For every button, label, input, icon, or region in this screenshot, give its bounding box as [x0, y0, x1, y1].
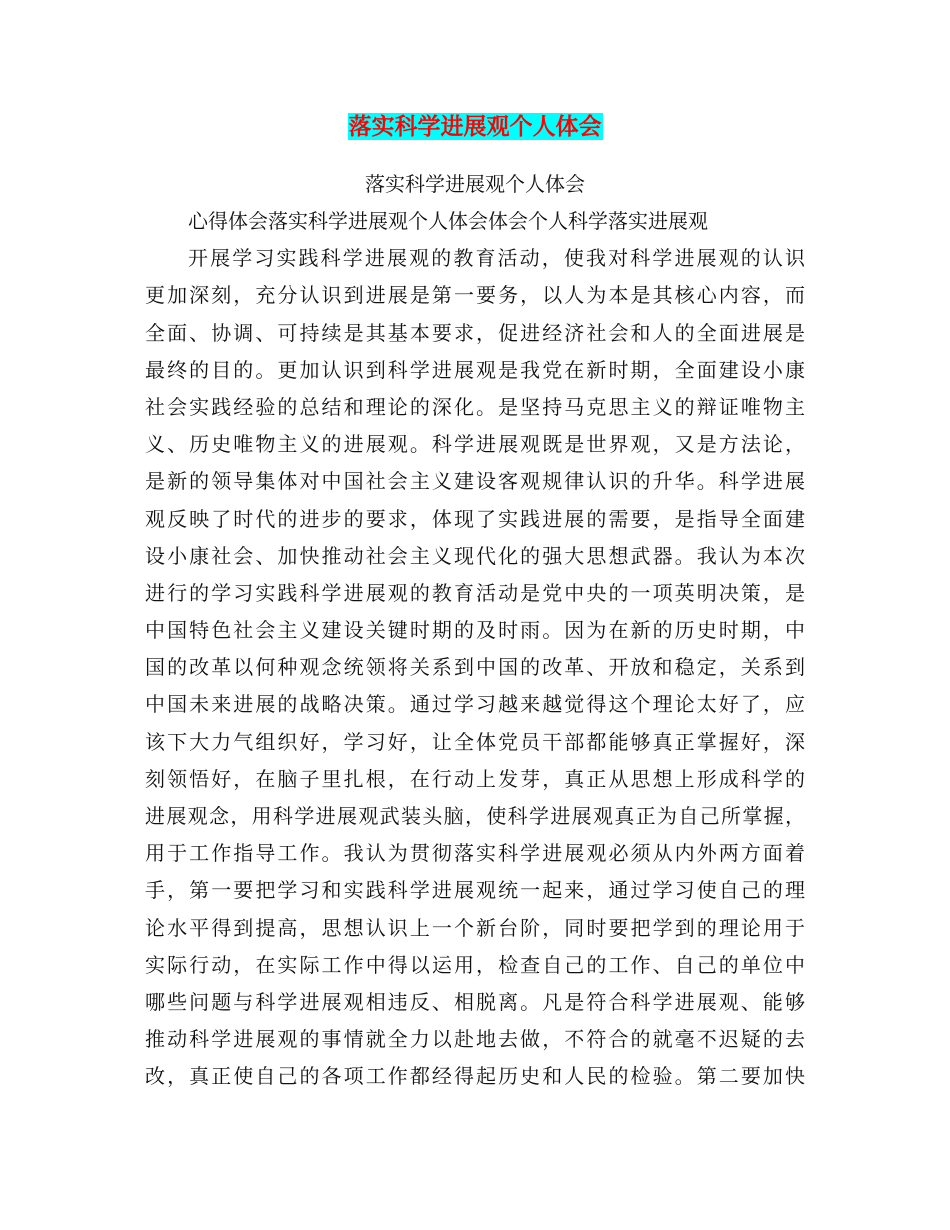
body-line: 中国未来进展的战略决策。通过学习越来越觉得这个理论太好了，应: [145, 692, 805, 717]
body-line: 手，第一要把学习和实践科学进展观统一起来，通过学习使自己的理: [145, 878, 805, 903]
highlighted-title-text: 落实科学进展观个人体会: [348, 113, 602, 140]
body-line: 开展学习实践科学进展观的教育活动，使我对科学进展观的认识: [188, 246, 805, 271]
body-line: 更加深刻，充分认识到进展是第一要务，以人为本是其核心内容，而: [145, 283, 805, 308]
body-line: 实际行动，在实际工作中得以运用，检查自己的工作、自己的单位中: [145, 952, 805, 977]
document-title: [0, 112, 950, 145]
body-line: 哪些问题与科学进展观相违反、相脱离。凡是符合科学进展观、能够: [145, 989, 805, 1014]
body-line: 设小康社会、加快推动社会主义现代化的强大思想武器。我认为本次: [145, 543, 805, 568]
body-line: 观反映了时代的进步的要求，体现了实践进展的需要，是指导全面建: [145, 506, 805, 531]
body-line: 社会实践经验的总结和理论的深化。是坚持马克思主义的辩证唯物主: [145, 394, 805, 419]
body-line: 刻领悟好，在脑子里扎根，在行动上发芽，真正从思想上形成科学的: [145, 766, 805, 791]
body-line: 用于工作指导工作。我认为贯彻落实科学进展观必须从内外两方面着: [145, 841, 805, 866]
body-line: 最终的目的。更加认识到科学进展观是我党在新时期，全面建设小康: [145, 357, 805, 382]
body-line: 进行的学习实践科学进展观的教育活动是党中央的一项英明决策，是: [145, 580, 805, 605]
document-subtitle: 落实科学进展观个人体会: [365, 172, 585, 196]
body-line: 改，真正使自己的各项工作都经得起历史和人民的检验。第二要加快: [145, 1064, 805, 1089]
body-line: 义、历史唯物主义的进展观。科学进展观既是世界观，又是方法论，: [145, 432, 805, 457]
body-line: 推动科学进展观的事情就全力以赴地去做，不符合的就毫不迟疑的去: [145, 1027, 805, 1052]
body-line: 是新的领导集体对中国社会主义建设客观规律认识的升华。科学进展: [145, 469, 805, 494]
body-line: 中国特色社会主义建设关键时期的及时雨。因为在新的历史时期，中: [145, 618, 805, 643]
body-line: 该下大力气组织好，学习好，让全体党员干部都能够真正掌握好，深: [145, 729, 805, 754]
article-body: [145, 206, 805, 1099]
body-line: 国的改革以何种观念统领将关系到中国的改革、开放和稳定，关系到: [145, 655, 805, 680]
body-line: 进展观念，用科学进展观武装头脑，使科学进展观真正为自己所掌握，: [145, 804, 805, 828]
keywords-line: 心得体会落实科学进展观个人体会体会个人科学落实进展观: [188, 209, 708, 233]
body-line: 论水平得到提高，思想认识上一个新台阶，同时要把学到的理论用于: [145, 915, 805, 940]
body-line: 全面、协调、可持续是其基本要求，促进经济社会和人的全面进展是: [145, 320, 805, 345]
